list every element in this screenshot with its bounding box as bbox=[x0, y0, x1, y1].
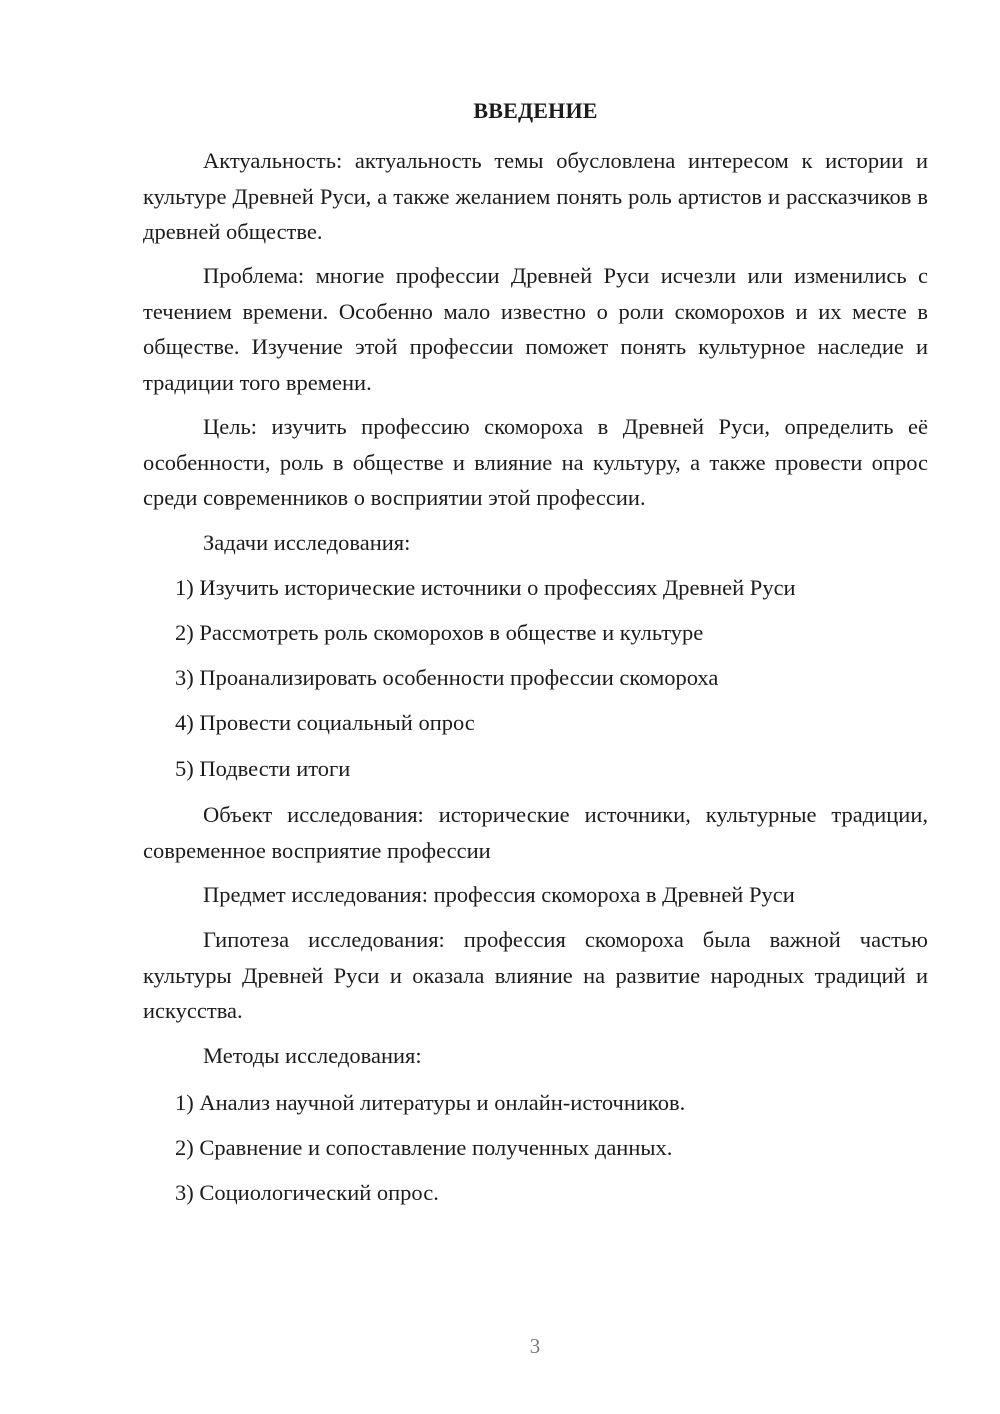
task-item-4: 4) Провести социальный опрос bbox=[175, 710, 475, 735]
hypothesis-paragraph: Гипотеза исследования: профессия скомороха была важной частью культуры Древней Руси и оказала влияние на развитие народных традиций и искусства. bbox=[143, 927, 928, 1024]
object-paragraph: Объект исследования: исторические источники, культурные традиции, современное восприятие профессии bbox=[143, 802, 928, 863]
method-item-1: 1) Анализ научной литературы и онлайн-источников. bbox=[175, 1090, 686, 1115]
task-item-1: 1) Изучить исторические источники о профессиях Древней Руси bbox=[175, 575, 796, 600]
page-number: 3 bbox=[529, 1334, 541, 1358]
method-item-3: 3) Социологический опрос. bbox=[175, 1180, 439, 1205]
method-item-2: 2) Сравнение и сопоставление полученных данных. bbox=[175, 1135, 673, 1160]
relevance-paragraph: Актуальность: актуальность темы обусловлена интересом к истории и культуре Древней Руси, а также желанием понять роль артистов и рассказчиков в древней обществе. bbox=[143, 148, 928, 245]
methods-heading: Методы исследования: bbox=[203, 1043, 422, 1068]
goal-paragraph: Цель: изучить профессию скомороха в Древней Руси, определить её особенности, роль в обществе и влияние на культуру, а также провести опрос среди современников о восприятии этой профессии. bbox=[143, 414, 928, 511]
problem-paragraph: Проблема: многие профессии Древней Руси исчезли или изменились с течением времени. Особенно мало известно о роли скоморохов и их месте в обществе. Изучение этой профессии поможет понять культурное наследие и традиции того времени. bbox=[143, 263, 928, 395]
task-item-2: 2) Рассмотреть роль скоморохов в обществе и культуре bbox=[175, 620, 704, 645]
task-item-5: 5) Подвести итоги bbox=[175, 756, 351, 781]
page-title: ВВЕДЕНИЕ bbox=[473, 98, 598, 123]
task-item-3: 3) Проанализировать особенности профессии скомороха bbox=[175, 665, 719, 690]
subject-paragraph: Предмет исследования: профессия скомороха в Древней Руси bbox=[203, 882, 795, 907]
tasks-heading: Задачи исследования: bbox=[203, 530, 411, 555]
